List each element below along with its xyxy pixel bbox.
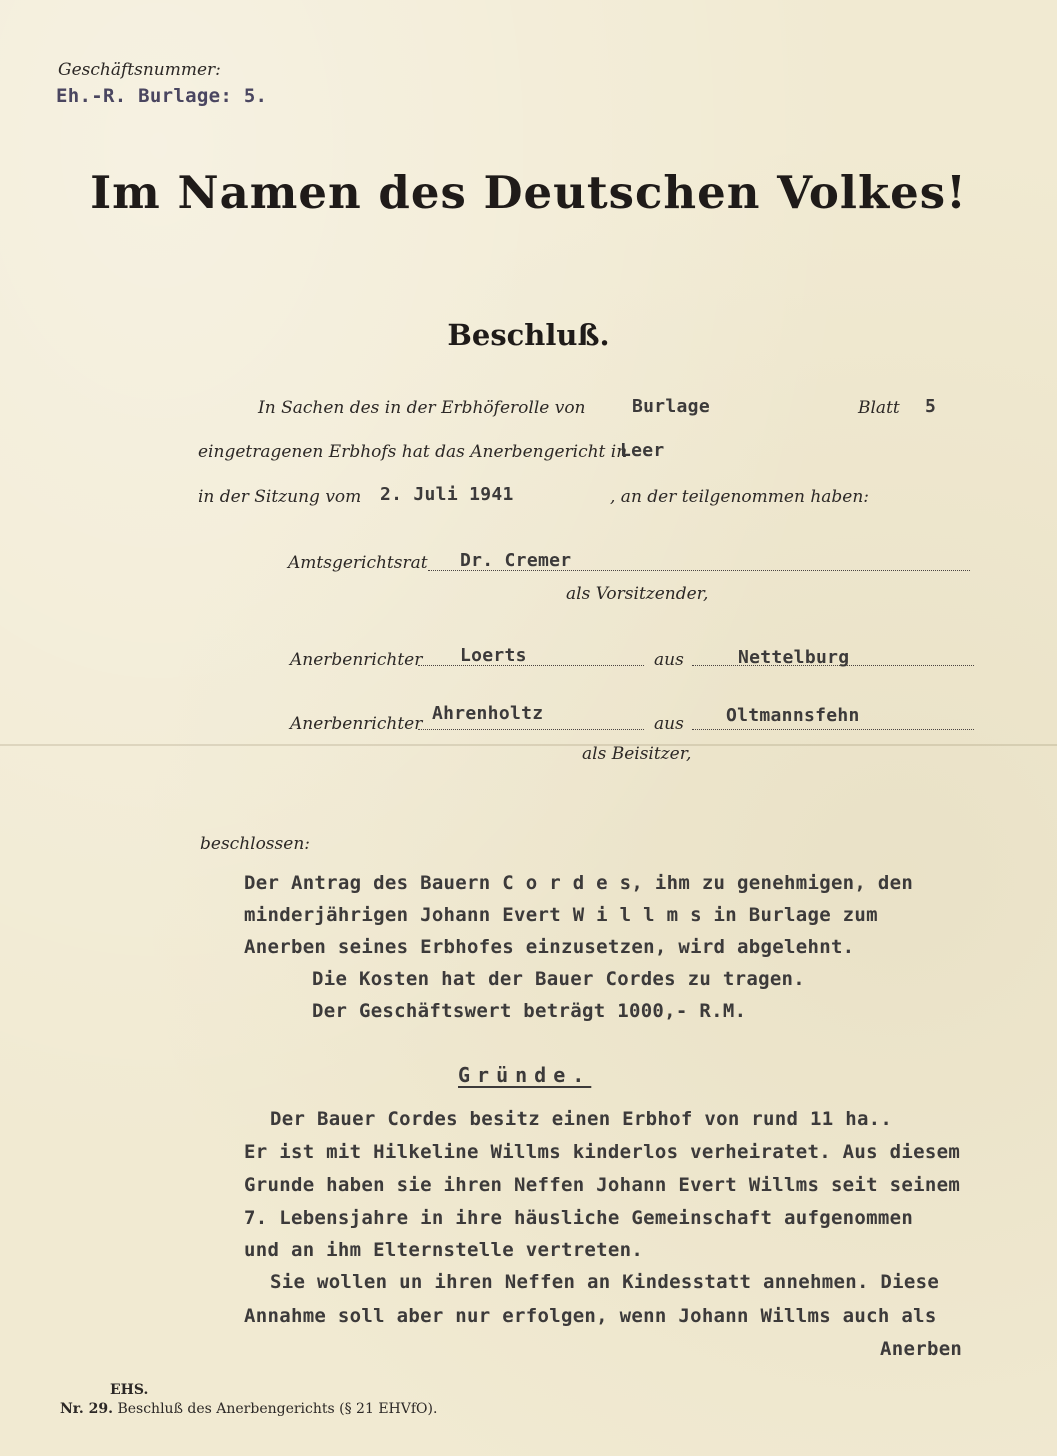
paper-fold-line [0,744,1057,746]
richter2-aus-label: aus [654,714,684,734]
footer-number: Nr. 29. [60,1401,113,1417]
richter2-name: Ahrenholtz [432,703,544,724]
vorsitzender-label: als Vorsitzender, [566,584,709,604]
richter2-ort-dotted-line [692,729,974,730]
erbhoefe-ort: Burlage [632,396,710,417]
footer-text: Beschluß des Anerbengerichts (§ 21 EHVfO). [117,1401,438,1417]
line3-suffix: , an der teilgenommen haben: [610,487,870,507]
richter2-ort: Oltmannsfehn [726,705,860,726]
richter1-aus-label: aus [654,650,684,670]
gruende-line: und an ihm Elternstelle vertreten. [244,1239,644,1261]
gruende-line: Der Bauer Cordes besitz einen Erbhof von rund 11 ha.. [270,1108,893,1130]
richter2-name-dotted-line [418,729,644,730]
gericht-ort: Leer [620,440,665,461]
richter2-label: Anerbenrichter [290,714,423,734]
geschaeftsnummer-label: Geschäftsnummer: [58,60,221,80]
amtsgerichtsrat-label: Amtsgerichtsrat [288,553,428,573]
decision-line: Der Geschäftswert beträgt 1000,- R.M. [312,1000,747,1022]
gruende-line: Anerben [880,1338,963,1360]
richter1-ort: Nettelburg [738,647,850,668]
gruende-line: 7. Lebensjahre in ihre häusliche Gemeinschaft aufgenommen [244,1207,914,1229]
document-heading: Im Namen des Deutschen Volkes! [90,166,967,219]
line1-prefix: In Sachen des in der Erbhöferolle von [258,398,586,418]
gruende-line: Sie wollen un ihren Neffen an Kindesstatt annehmen. Diese [270,1271,940,1293]
blatt-value: 5 [925,396,937,417]
richter1-name-dotted-line [418,665,644,666]
gruende-line: Grunde haben sie ihren Neffen Johann Evert Willms seit seinem [244,1174,961,1196]
decision-line: minderjährigen Johann Evert W i l l m s in Burlage zum [244,904,878,926]
footer-line [60,1401,437,1417]
sitzung-datum: 2. Juli 1941 [380,484,514,505]
richter1-label: Anerbenrichter [290,650,423,670]
decision-line: Der Antrag des Bauern C o r d e s, ihm zu genehmigen, den [244,872,914,894]
gruende-heading: Gründe. [458,1063,592,1087]
blatt-label: Blatt [858,398,900,418]
gruende-line: Annahme soll aber nur erfolgen, wenn Johann Willms auch als [244,1305,937,1327]
decision-line: Anerben seines Erbhofes einzusetzen, wird abgelehnt. [244,936,855,958]
amtsgerichtsrat-value: Dr. Cremer [460,550,572,571]
gruende-line: Er ist mit Hilkeline Willms kinderlos verheiratet. Aus diesem [244,1141,961,1163]
line3-prefix: in der Sitzung vom [198,487,362,507]
beschlossen-label: beschlossen: [200,834,310,854]
beisitzer-label: als Beisitzer, [582,744,692,764]
line2-prefix: eingetragenen Erbhofs hat das Anerbengericht in [198,442,628,462]
geschaeftsnummer-value: Eh.-R. Burlage: 5. [56,85,268,107]
decision-line: Die Kosten hat der Bauer Cordes zu tragen. [312,968,806,990]
richter1-name: Loerts [460,645,527,666]
footer-code: EHS. [110,1382,149,1398]
document-subtitle: Beschluß. [447,318,610,352]
